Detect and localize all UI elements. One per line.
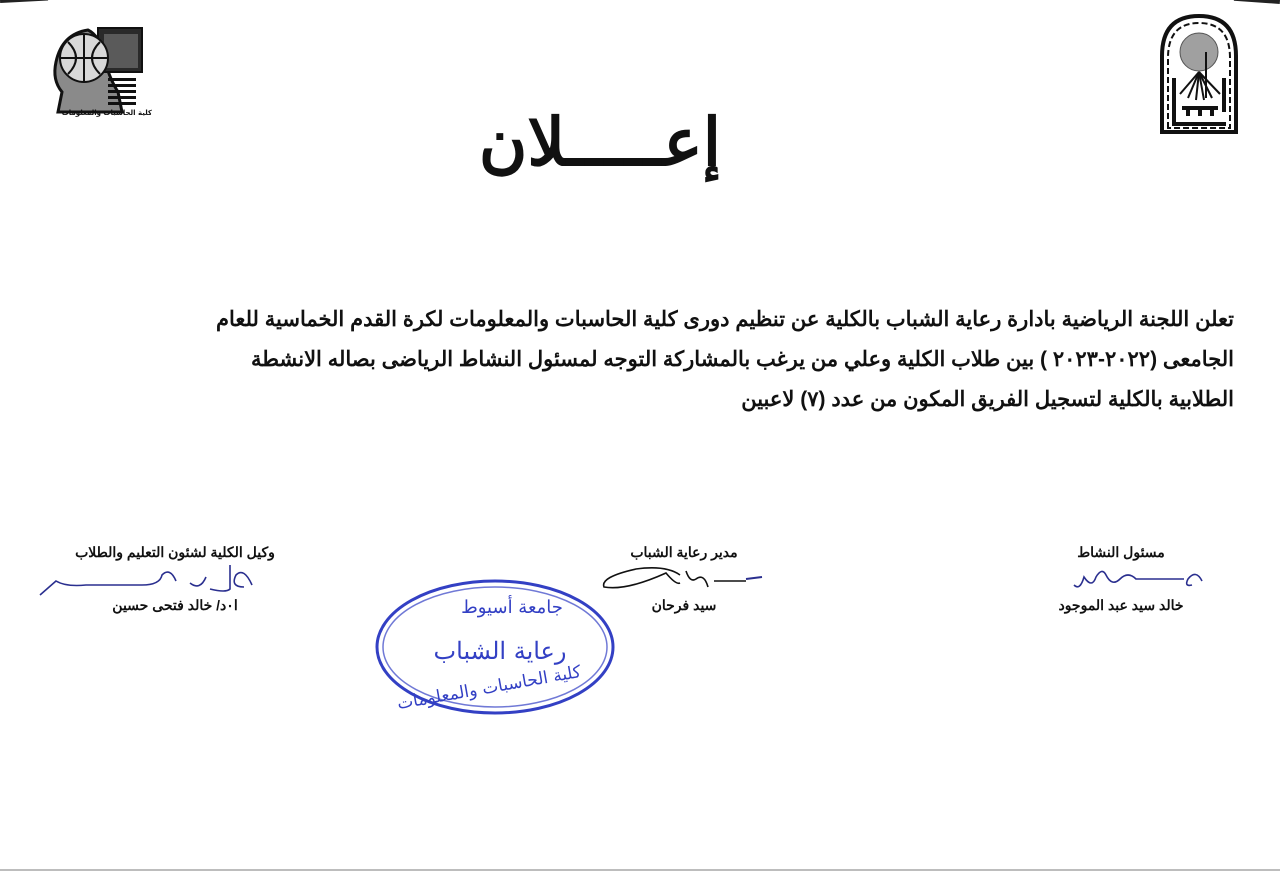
university-logo-icon bbox=[1158, 12, 1240, 134]
scan-edge-top-left bbox=[0, 0, 48, 3]
faculty-logo-icon bbox=[48, 16, 148, 124]
signature-title: مدير رعاية الشباب bbox=[630, 544, 738, 560]
signature-activity-officer bbox=[1016, 544, 1226, 614]
official-stamp-icon bbox=[372, 575, 618, 720]
signature-youth-director bbox=[596, 544, 772, 614]
signature-title: وكيل الكلية لشئون التعليم والطلاب bbox=[75, 544, 275, 560]
stamp-line-3: كلية الحاسبات والمعلومات bbox=[395, 662, 583, 715]
scan-edge-top-right bbox=[1234, 0, 1280, 4]
stamp-line-2: رعاية الشباب bbox=[433, 637, 567, 665]
handwritten-signature-icon bbox=[596, 561, 772, 597]
body-line: تعلن اللجنة الرياضية بادارة رعاية الشباب بالكلية عن تنظيم دورى كلية الحاسبات والمعلومات لكرة القدم الخماسية للعام bbox=[216, 308, 1234, 331]
faculty-logo-caption: كلية الحاسبات والمعلومات bbox=[61, 109, 152, 117]
signature-vice-dean bbox=[30, 544, 320, 614]
signature-name: سيد فرحان bbox=[651, 597, 717, 613]
handwritten-signature-icon bbox=[30, 561, 320, 597]
announcement-body bbox=[34, 300, 1234, 420]
announcement-title: إعـــــلان bbox=[478, 103, 722, 181]
handwritten-signature-icon bbox=[1016, 561, 1226, 597]
body-line: الجامعى (٢٠٢٢-٢٠٢٣ ) بين طلاب الكلية وعلي من يرغب بالمشاركة التوجه لمسئول النشاط الرياضى بصاله الانشطة bbox=[251, 348, 1234, 371]
stamp-line-1: جامعة أسيوط bbox=[461, 597, 563, 618]
signature-name: خالد سيد عبد الموجود bbox=[1058, 597, 1184, 613]
signature-name: ا٠د/ خالد فتحى حسين bbox=[112, 597, 238, 613]
body-line: الطلابية بالكلية لتسجيل الفريق المكون من عدد (٧) لاعبين bbox=[741, 388, 1234, 411]
signature-title: مسئول النشاط bbox=[1077, 544, 1165, 560]
